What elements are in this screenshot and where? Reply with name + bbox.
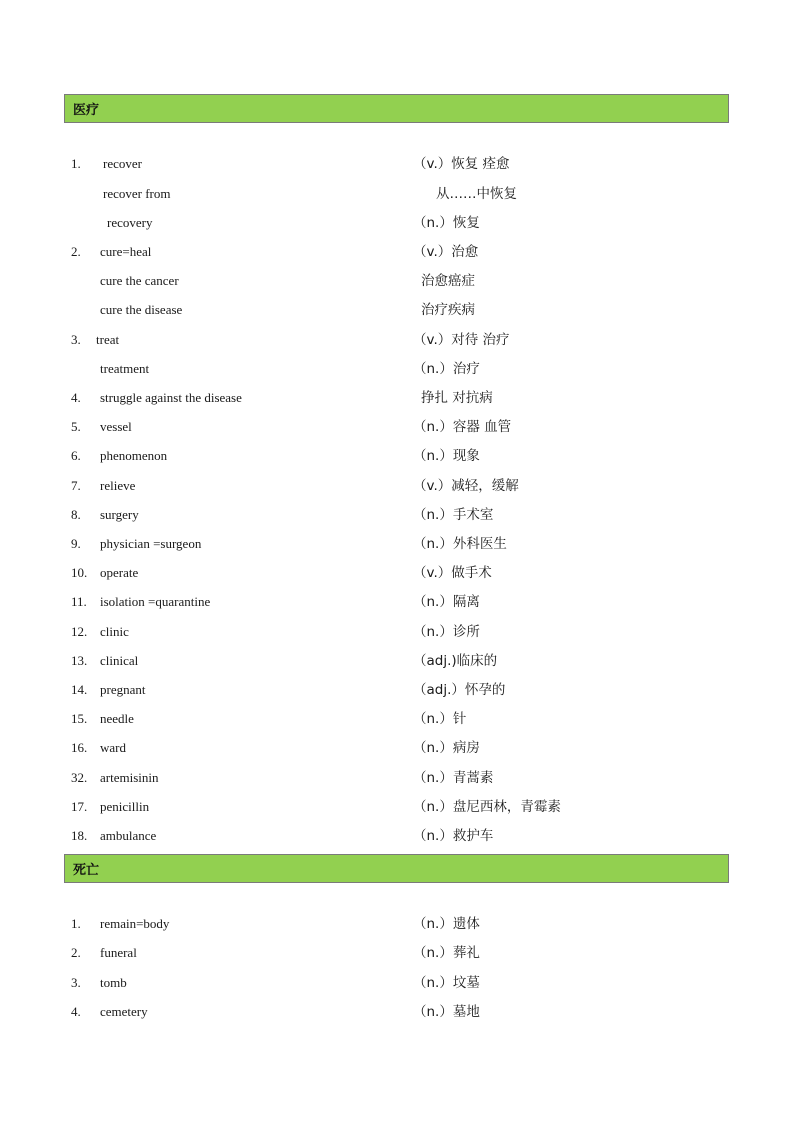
meaning: （n.）青蒿素 [413,770,494,786]
term: treatment [100,361,150,376]
row-number: 6. [71,448,81,463]
row-number: 18. [71,828,88,843]
vocab-row [0,651,794,671]
row-number: 15. [71,711,88,726]
meaning: （n.）外科医生 [413,536,507,552]
vocab-row [0,446,794,466]
meaning: （n.）手术室 [413,507,494,523]
term: struggle against the disease [100,390,242,405]
term: cemetery [100,1004,148,1019]
term: cure=heal [100,244,152,259]
meaning: 挣扎 对抗病 [421,390,493,406]
vocab-row [0,505,794,525]
term: clinic [100,624,129,639]
vocab-row [0,1002,794,1022]
term: recovery [107,215,153,230]
term: clinical [100,653,139,668]
meaning: （v.）对待 治疗 [413,332,510,348]
meaning: （n.）盘尼西林，青霉素 [413,799,561,815]
row-number: 7. [71,478,81,493]
term: physician =surgeon [100,536,202,551]
meaning: （n.）诊所 [413,624,480,640]
meaning: （adj.）怀孕的 [413,682,506,698]
vocab-row [0,271,794,291]
vocab-row [0,826,794,846]
row-number: 11. [71,594,87,609]
vocab-row [0,943,794,963]
row-number: 14. [71,682,88,697]
term: recover from [103,186,171,201]
meaning: （n.）葬礼 [413,945,480,961]
row-number: 5. [71,419,81,434]
row-number: 3. [71,332,81,347]
term: relieve [100,478,136,493]
meaning: （n.）病房 [413,740,480,756]
vocab-row [0,738,794,758]
term: surgery [100,507,139,522]
vocab-row [0,476,794,496]
term: remain=body [100,916,170,931]
meaning: 从……中恢复 [436,186,517,202]
vocab-row [0,213,794,233]
vocab-row [0,768,794,788]
row-number: 4. [71,1004,81,1019]
meaning: （v.）做手术 [413,565,492,581]
section-header-medical [64,94,729,123]
row-number: 9. [71,536,81,551]
term: tomb [100,975,127,990]
row-number: 3. [71,975,81,990]
row-number: 32. [71,770,88,785]
row-number: 1. [71,916,81,931]
section-title: 死亡 [73,863,100,878]
meaning: 治疗疾病 [421,302,475,318]
row-number: 12. [71,624,88,639]
row-number: 2. [71,945,81,960]
term: recover [103,156,142,171]
vocab-row [0,359,794,379]
term: vessel [100,419,132,434]
vocab-row [0,534,794,554]
vocab-row [0,973,794,993]
meaning: （n.）遗体 [413,916,480,932]
row-number: 8. [71,507,81,522]
section-header-death [64,854,729,883]
row-number: 17. [71,799,88,814]
row-number: 4. [71,390,81,405]
term: artemisinin [100,770,159,785]
term: penicillin [100,799,150,814]
vocab-row [0,242,794,262]
meaning: （n.）容器 血管 [413,419,512,435]
term: ambulance [100,828,157,843]
meaning: （n.）针 [413,711,467,727]
row-number: 1. [71,156,81,171]
vocab-row [0,417,794,437]
vocab-row [0,154,794,174]
meaning: （n.）隔离 [413,594,480,610]
vocab-row [0,680,794,700]
meaning: 治愈癌症 [421,273,475,289]
term: phenomenon [100,448,168,463]
vocab-row [0,592,794,612]
vocab-row [0,300,794,320]
term: funeral [100,945,137,960]
term: pregnant [100,682,146,697]
meaning: （n.）恢复 [413,215,480,231]
section-title: 医疗 [73,103,100,118]
meaning: （n.）救护车 [413,828,494,844]
meaning: （n.）坟墓 [413,975,480,991]
row-number: 10. [71,565,88,580]
row-number: 2. [71,244,81,259]
vocab-row [0,914,794,934]
term: cure the disease [100,302,183,317]
meaning: （n.）现象 [413,448,480,464]
vocab-row [0,622,794,642]
meaning: （n.）治疗 [413,361,480,377]
vocab-row [0,184,794,204]
vocab-row [0,797,794,817]
term: operate [100,565,139,580]
vocab-row [0,563,794,583]
meaning: （n.）墓地 [413,1004,480,1020]
meaning: （v.）治愈 [413,244,479,260]
meaning: （adj.)临床的 [413,653,498,669]
term: ward [100,740,126,755]
vocab-row [0,388,794,408]
vocab-row [0,330,794,350]
row-number: 13. [71,653,88,668]
meaning: （v.）恢复 痊愈 [413,156,510,172]
term: treat [96,332,120,347]
term: cure the cancer [100,273,179,288]
row-number: 16. [71,740,88,755]
meaning: （v.）减轻，缓解 [413,478,519,494]
term: isolation =quarantine [100,594,211,609]
term: needle [100,711,134,726]
vocab-row [0,709,794,729]
